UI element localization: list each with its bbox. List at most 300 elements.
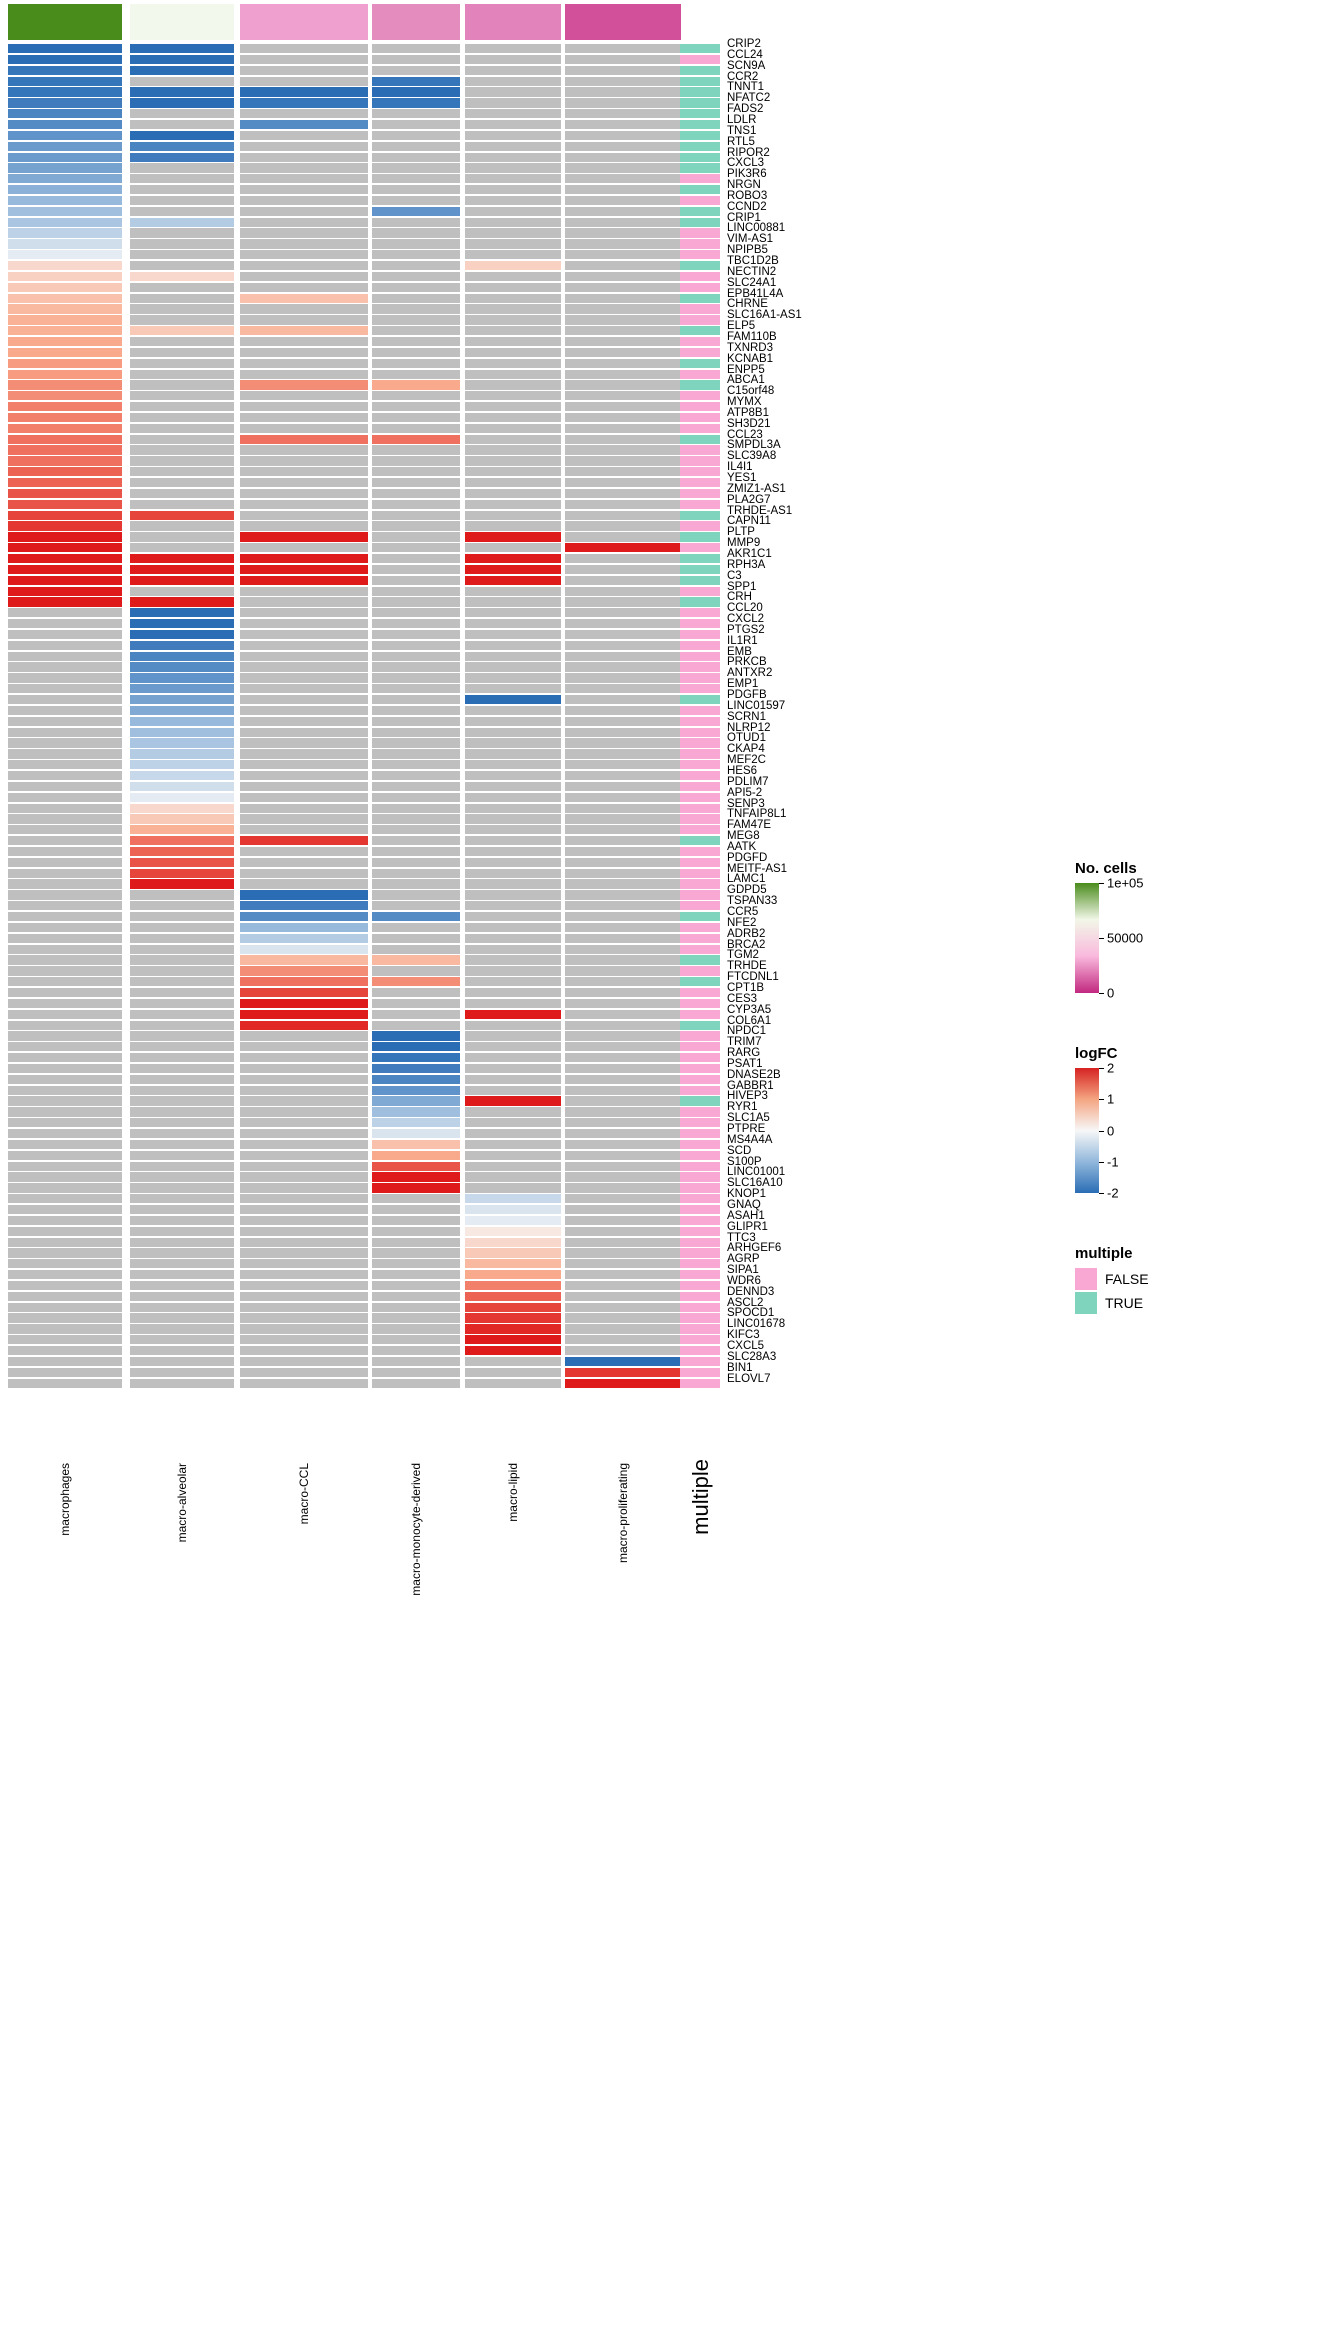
- heatmap-cell: [130, 554, 234, 563]
- gene-label: TGM2: [727, 949, 759, 962]
- heatmap-cell: [8, 673, 122, 682]
- multiple-annotation-cell: [680, 120, 720, 129]
- heatmap-cell: [372, 1107, 460, 1116]
- heatmap-cell: [8, 1042, 122, 1051]
- heatmap-cell: [240, 999, 368, 1008]
- heatmap-cell: [565, 999, 681, 1008]
- heatmap-cell: [8, 294, 122, 303]
- heatmap-cell: [8, 597, 122, 606]
- gene-label: ELOVL7: [727, 1372, 771, 1385]
- heatmap-cell: [465, 239, 561, 248]
- heatmap-cell: [240, 283, 368, 292]
- heatmap-cell: [565, 370, 681, 379]
- heatmap-cell: [130, 142, 234, 151]
- heatmap-cell: [240, 782, 368, 791]
- heatmap-cell: [465, 163, 561, 172]
- heatmap-cell: [8, 131, 122, 140]
- heatmap-cell: [240, 109, 368, 118]
- heatmap-cell: [8, 901, 122, 910]
- heatmap-cell: [8, 543, 122, 552]
- heatmap-cell: [240, 456, 368, 465]
- heatmap-cell: [372, 174, 460, 183]
- gene-label: ASAH1: [727, 1209, 765, 1222]
- multiple-annotation-cell: [680, 250, 720, 259]
- heatmap-cell: [130, 782, 234, 791]
- multiple-annotation-cell: [680, 218, 720, 227]
- gene-label: SCN9A: [727, 59, 766, 72]
- gene-label: MEG8: [727, 830, 760, 843]
- multiple-annotation-cell: [680, 435, 720, 444]
- multiple-annotation-cell: [680, 738, 720, 747]
- heatmap-cell: [8, 1107, 122, 1116]
- multiple-annotation-cell: [680, 945, 720, 954]
- heatmap-cell: [240, 901, 368, 910]
- gene-label: IL4I1: [727, 461, 753, 474]
- heatmap-cell: [565, 66, 681, 75]
- heatmap-cell: [8, 348, 122, 357]
- heatmap-cell: [565, 673, 681, 682]
- heatmap-cell: [465, 1042, 561, 1051]
- heatmap-cell: [565, 1010, 681, 1019]
- heatmap-cell: [372, 836, 460, 845]
- heatmap-cell: [130, 934, 234, 943]
- heatmap-cell: [565, 738, 681, 747]
- gene-label: SH3D21: [727, 417, 771, 430]
- heatmap-cell: [8, 695, 122, 704]
- heatmap-cell: [372, 793, 460, 802]
- heatmap-cell: [372, 445, 460, 454]
- heatmap-cell: [8, 1324, 122, 1333]
- heatmap-cell: [240, 163, 368, 172]
- gene-label: CXCL5: [727, 1340, 765, 1352]
- heatmap-cell: [240, 1227, 368, 1236]
- heatmap-cell: [130, 413, 234, 422]
- gene-label: GLIPR1: [727, 1220, 768, 1233]
- heatmap-cell: [372, 1227, 460, 1236]
- gene-label: FAM110B: [727, 330, 777, 343]
- heatmap-cell: [465, 370, 561, 379]
- heatmap-cell: [8, 955, 122, 964]
- multiple-annotation-cell: [680, 749, 720, 758]
- heatmap-cell: [565, 55, 681, 64]
- heatmap-cell: [130, 435, 234, 444]
- heatmap-cell: [8, 1064, 122, 1073]
- gene-label: FAM47E: [727, 819, 772, 832]
- heatmap-cell: [8, 435, 122, 444]
- heatmap-cell: [8, 196, 122, 205]
- gene-label: OTUD1: [727, 732, 766, 745]
- heatmap-cell: [565, 109, 681, 118]
- multiple-annotation-cell: [680, 890, 720, 899]
- heatmap-cell: [465, 44, 561, 53]
- heatmap-cell: [372, 532, 460, 541]
- heatmap-cell: [130, 402, 234, 411]
- heatmap-cell: [130, 1303, 234, 1312]
- multiple-annotation-cell: [680, 1335, 720, 1344]
- heatmap-cell: [240, 923, 368, 932]
- heatmap-cell: [240, 793, 368, 802]
- heatmap-cell: [8, 706, 122, 715]
- heatmap-cell: [130, 901, 234, 910]
- heatmap-cell: [465, 934, 561, 943]
- gene-label: GNAQ: [727, 1198, 761, 1211]
- heatmap-cell: [8, 749, 122, 758]
- heatmap-cell: [565, 706, 681, 715]
- heatmap-cell: [8, 619, 122, 628]
- heatmap-cell: [465, 424, 561, 433]
- heatmap-cell: [8, 402, 122, 411]
- heatmap-cell: [372, 879, 460, 888]
- heatmap-cell: [130, 945, 234, 954]
- heatmap-cell: [372, 44, 460, 53]
- heatmap-cell: [465, 77, 561, 86]
- heatmap-cell: [8, 847, 122, 856]
- heatmap-cell: [372, 934, 460, 943]
- multiple-annotation-cell: [680, 294, 720, 303]
- multiple-annotation-cell: [680, 1129, 720, 1138]
- gene-label: CCL23: [727, 428, 763, 441]
- multiple-annotation-cell: [680, 456, 720, 465]
- heatmap-cell: [130, 652, 234, 661]
- multiple-annotation-cell: [680, 630, 720, 639]
- heatmap-cell: [565, 1021, 681, 1030]
- heatmap-cell: [8, 554, 122, 563]
- multiple-annotation-cell: [680, 402, 720, 411]
- gene-label: PTGS2: [727, 623, 765, 636]
- gene-label: RPH3A: [727, 558, 766, 571]
- heatmap-cell: [372, 511, 460, 520]
- gene-label: RIPOR2: [727, 146, 770, 159]
- heatmap-cell: [130, 380, 234, 389]
- heatmap-cell: [565, 207, 681, 216]
- gene-label: TSPAN33: [727, 895, 778, 908]
- heatmap-cell: [8, 66, 122, 75]
- heatmap-cell: [372, 359, 460, 368]
- gene-label: NRGN: [727, 179, 761, 192]
- heatmap-cell: [565, 858, 681, 867]
- heatmap-cell: [372, 500, 460, 509]
- multiple-annotation-cell: [680, 1248, 720, 1257]
- heatmap-cell: [465, 771, 561, 780]
- heatmap-cell: [8, 228, 122, 237]
- heatmap-cell: [565, 695, 681, 704]
- heatmap-cell: [372, 424, 460, 433]
- legend-logfc-title: logFC: [1075, 1045, 1118, 1062]
- gene-label: CCR5: [727, 906, 759, 918]
- heatmap-cell: [565, 294, 681, 303]
- heatmap-cell: [565, 467, 681, 476]
- heatmap-cell: [465, 391, 561, 400]
- heatmap-cell: [130, 706, 234, 715]
- heatmap-cell: [130, 760, 234, 769]
- multiple-annotation-cell: [680, 315, 720, 324]
- heatmap-cell: [240, 1357, 368, 1366]
- gene-label: API5-2: [727, 786, 763, 799]
- heatmap-cell: [130, 272, 234, 281]
- heatmap-cell: [372, 608, 460, 617]
- heatmap-cell: [372, 196, 460, 205]
- heatmap-cell: [130, 858, 234, 867]
- heatmap-cell: [130, 196, 234, 205]
- heatmap-cell: [130, 1216, 234, 1225]
- heatmap-cell: [8, 814, 122, 823]
- multiple-annotation-cell: [680, 1172, 720, 1181]
- heatmap-cell: [465, 1118, 561, 1127]
- gene-label: NLRP12: [727, 721, 771, 734]
- heatmap-cell: [240, 825, 368, 834]
- heatmap-cell: [465, 1248, 561, 1257]
- heatmap-cell: [372, 1118, 460, 1127]
- legend-swatch: [1075, 1292, 1097, 1314]
- legend-multiple-label: FALSE: [1105, 1271, 1149, 1287]
- heatmap-cell: [372, 966, 460, 975]
- heatmap-cell: [240, 142, 368, 151]
- multiple-annotation-cell: [680, 565, 720, 574]
- heatmap-cell: [465, 1064, 561, 1073]
- heatmap-cell: [565, 261, 681, 270]
- heatmap-cell: [565, 326, 681, 335]
- heatmap-cell: [130, 1324, 234, 1333]
- heatmap-cell: [565, 315, 681, 324]
- heatmap-cell: [565, 359, 681, 368]
- heatmap-cell: [130, 1064, 234, 1073]
- heatmap-cell: [130, 738, 234, 747]
- heatmap-cell: [372, 142, 460, 151]
- multiple-annotation-cell: [680, 77, 720, 86]
- heatmap-cell: [565, 153, 681, 162]
- heatmap-cell: [565, 1248, 681, 1257]
- heatmap-cell: [565, 945, 681, 954]
- heatmap-cell: [130, 869, 234, 878]
- heatmap-cell: [565, 1303, 681, 1312]
- legend-multiple-title: multiple: [1075, 1245, 1133, 1262]
- heatmap-cell: [8, 782, 122, 791]
- heatmap-cell: [130, 98, 234, 107]
- heatmap-cell: [565, 120, 681, 129]
- legend-tick-mark: [1099, 1099, 1104, 1100]
- heatmap-cell: [8, 142, 122, 151]
- heatmap-cell: [565, 1259, 681, 1268]
- heatmap-cell: [465, 1086, 561, 1095]
- heatmap-cell: [130, 955, 234, 964]
- heatmap-cell: [565, 1075, 681, 1084]
- heatmap-cell: [130, 1042, 234, 1051]
- heatmap-cell: [465, 1183, 561, 1192]
- heatmap-cell: [240, 1346, 368, 1355]
- multiple-annotation-cell: [680, 142, 720, 151]
- gene-label: ADRB2: [727, 927, 766, 940]
- heatmap-cell: [130, 1205, 234, 1214]
- multiple-annotation-cell: [680, 1183, 720, 1192]
- heatmap-cell: [565, 630, 681, 639]
- heatmap-cell: [565, 174, 681, 183]
- heatmap-cell: [372, 435, 460, 444]
- multiple-annotation-cell: [680, 163, 720, 172]
- multiple-annotation-cell: [680, 804, 720, 813]
- gene-label: HIVEP3: [727, 1090, 768, 1103]
- heatmap-cell: [565, 1086, 681, 1095]
- heatmap-cell: [372, 1064, 460, 1073]
- gene-label: CCR2: [727, 70, 759, 83]
- heatmap-cell: [565, 1281, 681, 1290]
- heatmap-cell: [565, 1118, 681, 1127]
- heatmap-cell: [130, 500, 234, 509]
- heatmap-cell: [8, 1368, 122, 1377]
- heatmap-cell: [8, 174, 122, 183]
- heatmap-cell: [8, 1346, 122, 1355]
- heatmap-cell: [240, 597, 368, 606]
- multiple-annotation-cell: [680, 760, 720, 769]
- heatmap-cell: [240, 218, 368, 227]
- heatmap-cell: [8, 326, 122, 335]
- heatmap-cell: [565, 782, 681, 791]
- heatmap-cell: [8, 55, 122, 64]
- gene-label: CCND2: [727, 200, 767, 213]
- heatmap-cell: [240, 1194, 368, 1203]
- multiple-annotation-cell: [680, 66, 720, 75]
- legend-tick-label: 1: [1107, 1091, 1115, 1107]
- heatmap-cell: [465, 1010, 561, 1019]
- heatmap-cell: [372, 1172, 460, 1181]
- gene-label: KIFC3: [727, 1329, 760, 1342]
- heatmap-cell: [240, 1259, 368, 1268]
- heatmap-cell: [565, 489, 681, 498]
- heatmap-cell: [372, 945, 460, 954]
- legend-tick-label: 50000: [1107, 930, 1144, 946]
- heatmap-cell: [240, 1053, 368, 1062]
- heatmap-cell: [372, 207, 460, 216]
- heatmap-cell: [372, 55, 460, 64]
- heatmap-cell: [240, 1270, 368, 1279]
- heatmap-cell: [465, 185, 561, 194]
- heatmap-cell: [130, 890, 234, 899]
- heatmap-cell: [130, 120, 234, 129]
- heatmap-cell: [372, 565, 460, 574]
- heatmap-cell: [240, 858, 368, 867]
- heatmap-cell: [372, 1053, 460, 1062]
- heatmap-cell: [8, 315, 122, 324]
- heatmap-cell: [240, 1162, 368, 1171]
- legend-logfc: [1075, 1045, 1119, 1201]
- heatmap-cell: [465, 218, 561, 227]
- heatmap-cell: [240, 1096, 368, 1105]
- column-annotation-cell: [372, 4, 460, 40]
- multiple-annotation-cell: [680, 1270, 720, 1279]
- heatmap-cell: [372, 66, 460, 75]
- heatmap-cell: [372, 955, 460, 964]
- gene-label: ROBO3: [727, 189, 768, 202]
- gene-label: AKR1C1: [727, 547, 772, 560]
- heatmap-cell: [240, 315, 368, 324]
- heatmap-cell: [240, 587, 368, 596]
- heatmap-cell: [565, 283, 681, 292]
- gene-label: AGRP: [727, 1253, 760, 1266]
- heatmap-cell: [130, 1292, 234, 1301]
- multiple-annotation-cell: [680, 934, 720, 943]
- heatmap-cell: [465, 500, 561, 509]
- heatmap-cell: [465, 467, 561, 476]
- gene-label: IL1R1: [727, 634, 758, 647]
- heatmap-cell: [465, 521, 561, 530]
- legend-tick-label: -2: [1107, 1185, 1119, 1201]
- heatmap-cell: [565, 1346, 681, 1355]
- heatmap-cell: [8, 1238, 122, 1247]
- heatmap-cell: [240, 1021, 368, 1030]
- column-label: macro-CCL: [297, 1463, 311, 1525]
- heatmap-cell: [565, 532, 681, 541]
- legend-no-cells-title: No. cells: [1075, 860, 1137, 877]
- gene-label: YES1: [727, 472, 757, 484]
- heatmap-cell: [240, 77, 368, 86]
- heatmap-cell: [8, 923, 122, 932]
- heatmap-cell: [372, 554, 460, 563]
- heatmap-cell: [372, 250, 460, 259]
- heatmap-cell: [8, 207, 122, 216]
- multiple-annotation-cell: [680, 261, 720, 270]
- heatmap-cell: [565, 847, 681, 856]
- heatmap-cell: [372, 1335, 460, 1344]
- heatmap-cell: [130, 1346, 234, 1355]
- heatmap-cell: [465, 228, 561, 237]
- heatmap-cell: [240, 445, 368, 454]
- heatmap-cell: [565, 619, 681, 628]
- gene-label: SLC16A10: [727, 1177, 783, 1190]
- heatmap-cell: [372, 782, 460, 791]
- heatmap-cell: [565, 391, 681, 400]
- heatmap-cell: [372, 738, 460, 747]
- heatmap-cell: [465, 923, 561, 932]
- heatmap-cell: [565, 1129, 681, 1138]
- heatmap-cell: [465, 1205, 561, 1214]
- gene-label: SENP3: [727, 797, 765, 810]
- heatmap-cell: [130, 695, 234, 704]
- heatmap-cell: [8, 1335, 122, 1344]
- heatmap-cell: [372, 391, 460, 400]
- heatmap-cell: [465, 1335, 561, 1344]
- multiple-annotation-cell: [680, 847, 720, 856]
- heatmap-cell: [130, 988, 234, 997]
- multiple-annotation-cell: [680, 1053, 720, 1062]
- multiple-annotation-cell: [680, 673, 720, 682]
- heatmap-cell: [372, 456, 460, 465]
- multiple-annotation-cell: [680, 445, 720, 454]
- heatmap-cell: [130, 456, 234, 465]
- heatmap-cell: [372, 1303, 460, 1312]
- heatmap-cell: [8, 1183, 122, 1192]
- gene-label: MS4A4A: [727, 1133, 773, 1146]
- heatmap-cell: [372, 467, 460, 476]
- heatmap-cell: [240, 478, 368, 487]
- multiple-annotation-cell: [680, 901, 720, 910]
- heatmap-cell: [372, 825, 460, 834]
- column-annotation-cell: [465, 4, 561, 40]
- gene-label: DENND3: [727, 1285, 775, 1298]
- heatmap-cell: [8, 641, 122, 650]
- gene-label: MEF2C: [727, 754, 766, 767]
- column-label: macro-lipid: [506, 1463, 520, 1522]
- heatmap-cell: [372, 380, 460, 389]
- multiple-annotation-cell: [680, 359, 720, 368]
- gene-label: CKAP4: [727, 743, 765, 756]
- gene-label: LDLR: [727, 113, 757, 126]
- multiple-annotation-cell: [680, 955, 720, 964]
- heatmap-cell: [8, 1031, 122, 1040]
- multiple-annotation-cell: [680, 174, 720, 183]
- heatmap-cell: [8, 652, 122, 661]
- heatmap-cell: [240, 196, 368, 205]
- heatmap-cell: [8, 565, 122, 574]
- heatmap-cell: [240, 1238, 368, 1247]
